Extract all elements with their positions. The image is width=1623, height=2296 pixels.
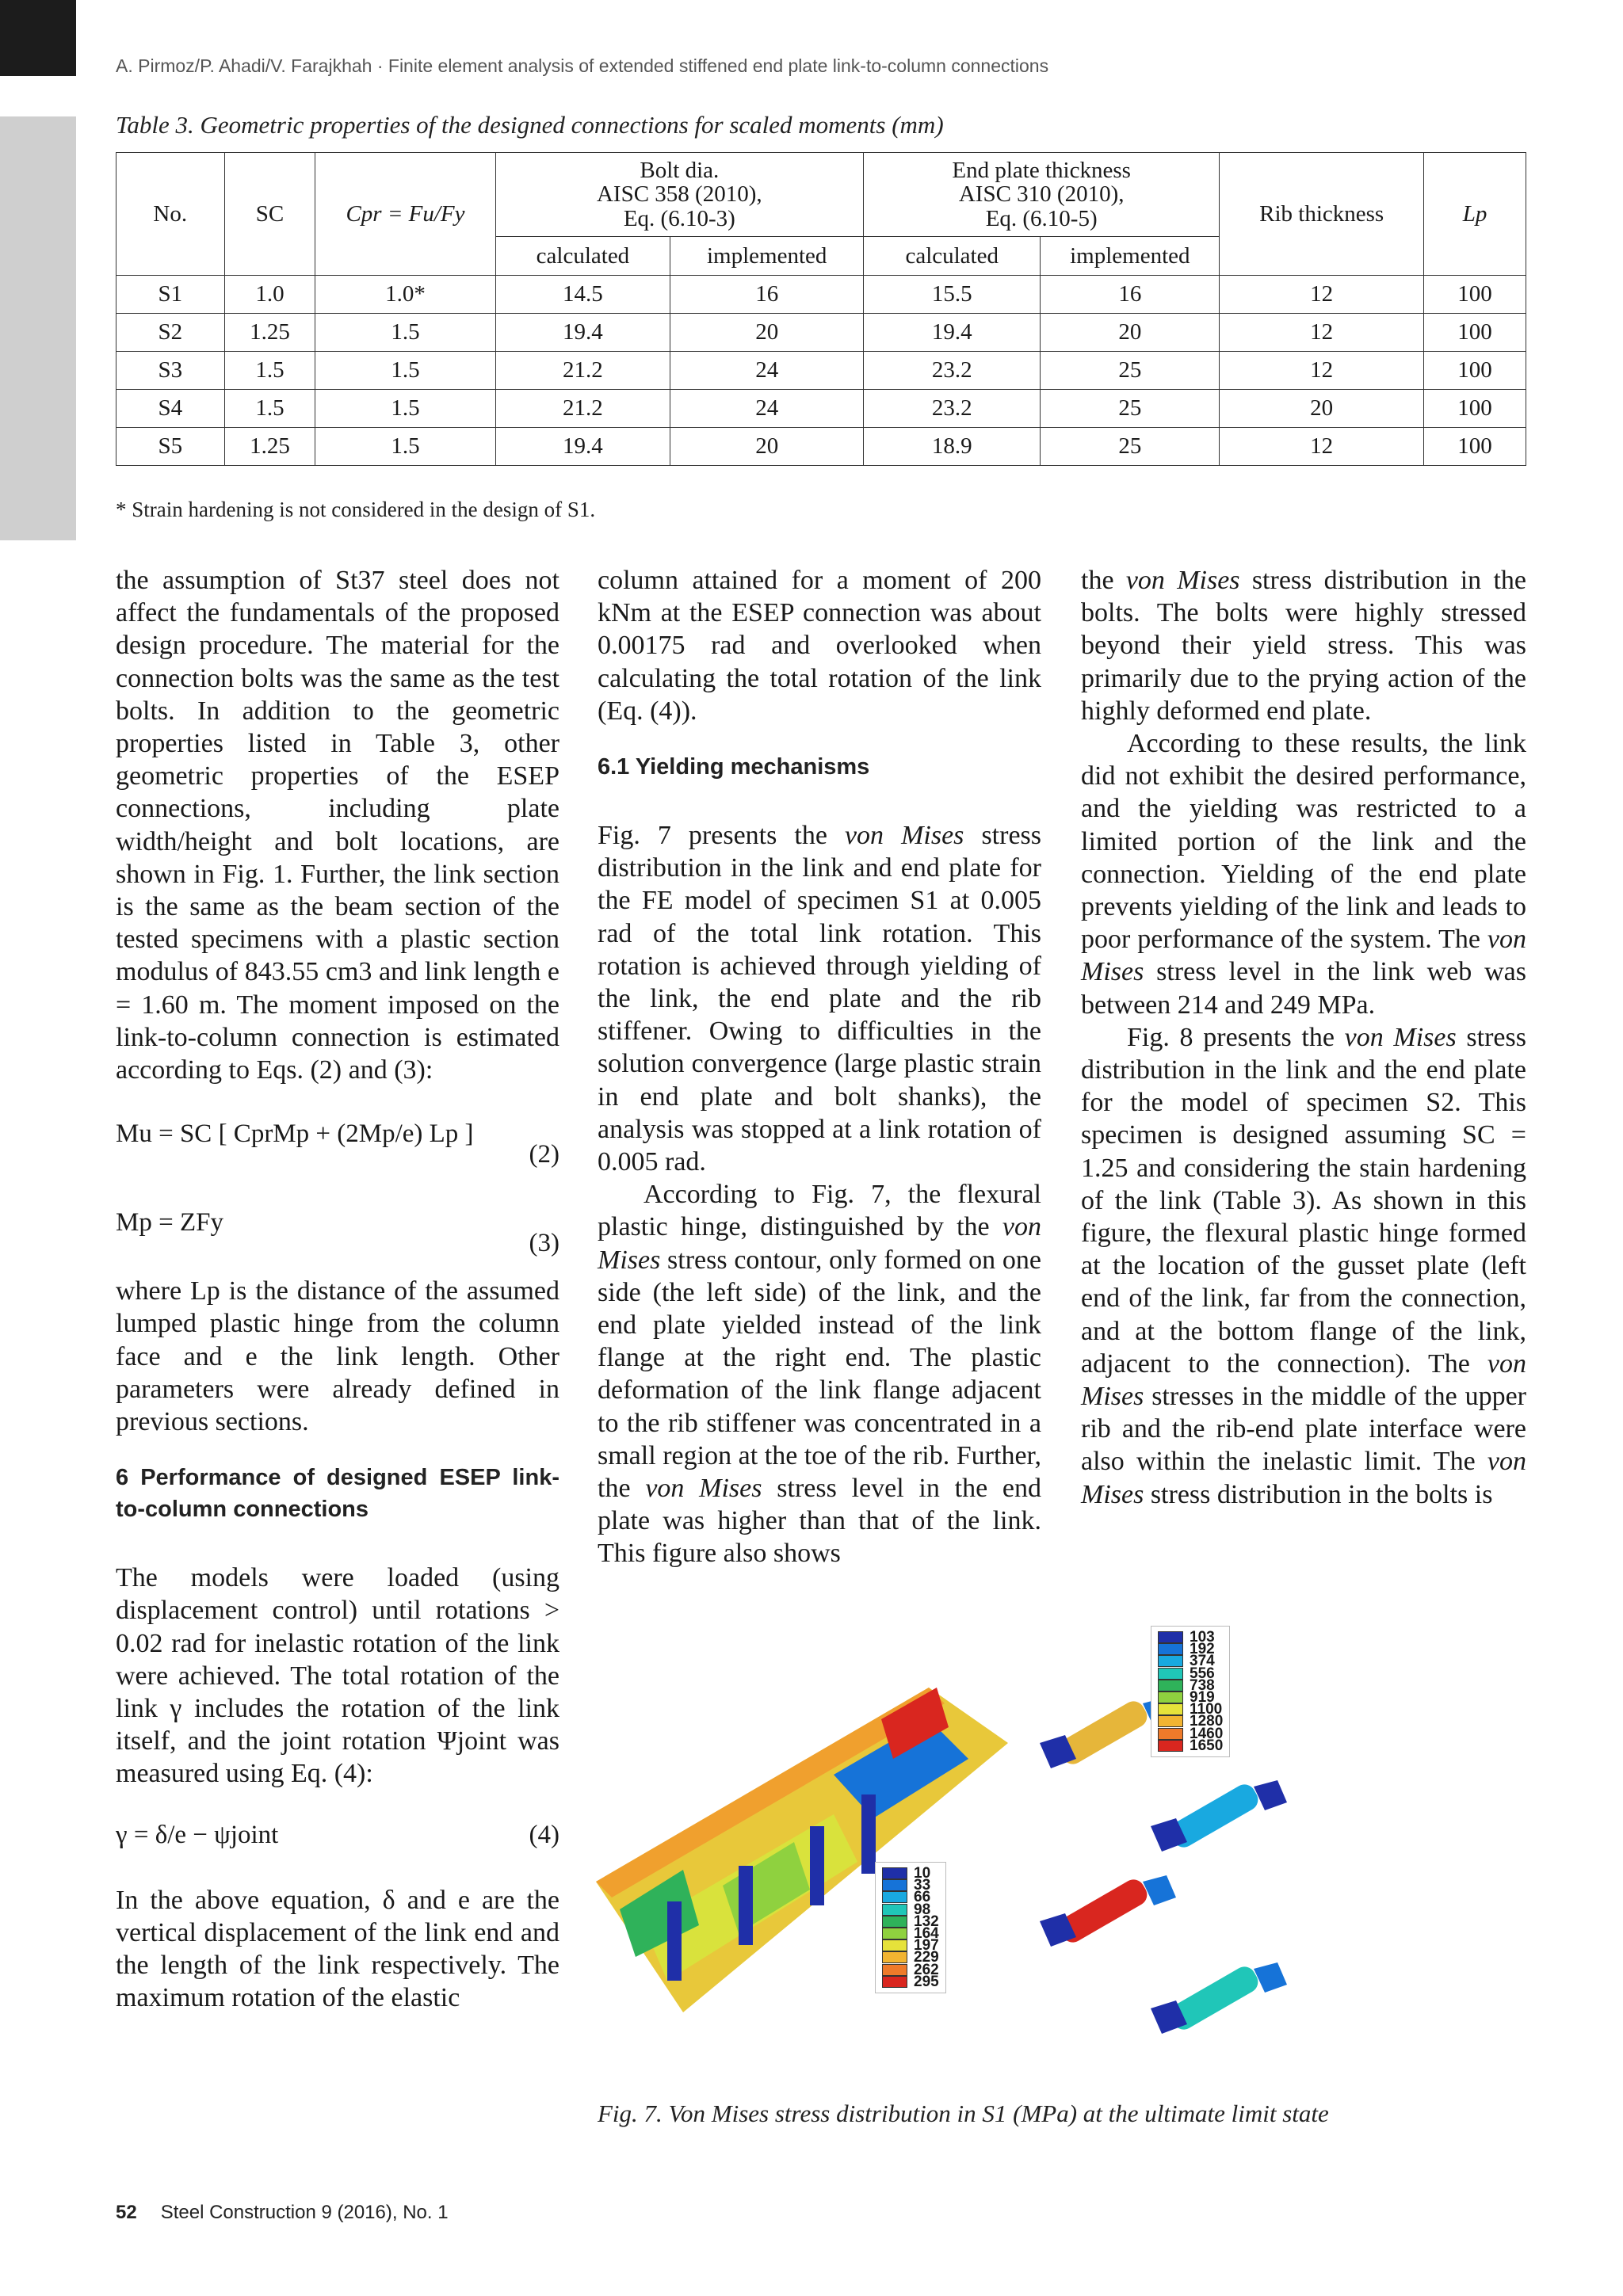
header-cpr (315, 153, 495, 276)
web-stiffener (667, 1901, 682, 1981)
legend-bolts (1151, 1626, 1230, 1757)
text-run-italic: von Mises (1081, 1348, 1526, 1412)
sub-plate-implemented: implemented (1041, 237, 1220, 276)
cell-cpr: 1.5 (315, 390, 495, 428)
cell-sc: 1.25 (224, 314, 315, 352)
header-lp-text: Lp (1462, 200, 1487, 227)
header-sc: SC (224, 153, 315, 276)
legend-swatch (1158, 1740, 1183, 1752)
cell-cpr: 1.0* (315, 276, 495, 314)
header-bolt-dia (495, 153, 864, 237)
legend-swatch (882, 1928, 907, 1939)
cell-bolt-impl: 24 (670, 390, 864, 428)
cell-rib: 12 (1220, 352, 1424, 390)
legend-value: 1280 (1190, 1713, 1224, 1730)
table-row (116, 352, 1526, 390)
cell-bolt-calc: 19.4 (495, 428, 670, 466)
legend-value: 1100 (1190, 1701, 1223, 1718)
text-run: stresses in the middle of the upper rib and the rib-end plate interface were also within the inelastic limit. The (1081, 1382, 1526, 1477)
cell-cpr: 1.5 (315, 314, 495, 352)
paragraph: column attained for a moment of 200 kNm at the ESEP connection was about 0.00175 rad and overlooked when calculating the total rotation of the link (Eq. (4)). (598, 566, 1041, 726)
text-run: stress distribution in the link and the end plate for the model of specimen S2. This specimen is designed assuming SC = 1.25 and considering the stain hardening of the link (Table 3). As shown in this figure, the flexural plastic hinge formed at the location of the gusset plate (left end of the link, far from the connection, and at the bottom flange of the link, adjacent to the connection). The (1081, 1022, 1526, 1379)
cell-rib: 12 (1220, 314, 1424, 352)
legend-swatch (1158, 1680, 1183, 1691)
text-run-italic: von Mises (1081, 1447, 1526, 1509)
paragraph (598, 819, 1041, 1178)
text-column-2 (598, 564, 1041, 1570)
cell-plate-calc: 23.2 (864, 352, 1041, 390)
plate-header-line1: End plate thickness (952, 157, 1131, 183)
equation-4 (116, 1791, 559, 1884)
cell-sc: 1.5 (224, 390, 315, 428)
table-row (116, 314, 1526, 352)
plate-header-line2: AISC 310 (2010), (958, 181, 1125, 208)
cell-cpr: 1.5 (315, 352, 495, 390)
paragraph (1081, 1021, 1526, 1511)
corner-block (0, 0, 76, 76)
legend-value: 295 (914, 1973, 939, 1990)
text-run: Fig. 8 presents the (1127, 1022, 1345, 1052)
cell-plate-impl: 25 (1041, 428, 1220, 466)
text-run-italic: von Mises (598, 1212, 1041, 1275)
cell-no: S2 (116, 314, 225, 352)
cell-sc: 1.25 (224, 428, 315, 466)
legend-swatch (882, 1916, 907, 1928)
legend-value: 738 (1190, 1676, 1215, 1694)
legend-value: 33 (914, 1877, 931, 1894)
cell-rib: 12 (1220, 276, 1424, 314)
legend-swatch (882, 1976, 907, 1988)
equation-4-label: (4) (529, 1820, 559, 1849)
text-run: stress distribution in the bolts is (1144, 1479, 1493, 1509)
header-end-plate (864, 153, 1220, 237)
page-number: 52 (116, 2202, 137, 2223)
cell-bolt-calc: 19.4 (495, 314, 670, 352)
legend-swatch (1158, 1631, 1183, 1643)
equation-2 (116, 1110, 559, 1199)
cell-rib: 12 (1220, 428, 1424, 466)
text-column-3 (1081, 564, 1526, 1511)
legend-value: 197 (914, 1937, 939, 1955)
legend-value: 66 (914, 1889, 931, 1906)
text-run: stress level in the link web was between 214 and 249 MPa. (1081, 957, 1526, 1020)
legend-value: 556 (1190, 1665, 1215, 1682)
cell-no: S5 (116, 428, 225, 466)
fe-stress-render (596, 1624, 1526, 2100)
text-run: According to these results, the link did not exhibit the desired performance, and the yielding was restricted to a limited portion of the link and the connection. Yielding of the end plate prevents yielding of the link and leads to poor performance of the system. The (1081, 729, 1526, 955)
figure-7-caption: Fig. 7. Von Mises stress distribution in S1 (MPa) at the ultimate limit state (598, 2100, 1329, 2127)
equation-3 (116, 1199, 559, 1275)
cell-bolt-impl: 16 (670, 276, 864, 314)
cell-no: S3 (116, 352, 225, 390)
sub-bolt-implemented: implemented (670, 237, 864, 276)
legend-value: 192 (1190, 1641, 1215, 1658)
cell-plate-impl: 25 (1041, 352, 1220, 390)
legend-value: 1460 (1190, 1725, 1224, 1742)
cell-no: S4 (116, 390, 225, 428)
plate-header-line3: Eq. (6.10-5) (985, 205, 1098, 231)
side-margin-bar (0, 116, 76, 540)
geometry-table (116, 152, 1526, 466)
cell-plate-calc: 23.2 (864, 390, 1041, 428)
legend-swatch (882, 1939, 907, 1951)
header-lp (1424, 153, 1526, 276)
cell-plate-calc: 18.9 (864, 428, 1041, 466)
header-cpr-text: Cpr = Fu/Fy (346, 200, 465, 227)
table-row (116, 428, 1526, 466)
text-run-italic: von Mises (1081, 925, 1526, 987)
cell-cpr: 1.5 (315, 428, 495, 466)
bolt-header-line3: Eq. (6.10-3) (623, 205, 735, 231)
cell-lp: 100 (1424, 276, 1526, 314)
legend-value: 10 (914, 1865, 931, 1882)
text-run-italic: von Mises (645, 1474, 762, 1504)
cell-bolt-calc: 21.2 (495, 390, 670, 428)
page-footer (116, 2202, 449, 2224)
sub-bolt-calculated: calculated (495, 237, 670, 276)
paragraph: where Lp is the distance of the assumed lumped plastic hinge from the column face and e the link length. Other parameters were already defined in previous sections. (116, 1276, 559, 1437)
text-run: stress contour, only formed on one side (the left side) of the link, and the end plate yielded instead of the link flange at the right end. The plastic deformation of the link flange adjacent to the rib stiffener was concentrated in a small region at the toe of the rib. Further, the (598, 1245, 1041, 1504)
cell-sc: 1.5 (224, 352, 315, 390)
legend-value: 1650 (1190, 1737, 1224, 1754)
legend-value: 919 (1190, 1688, 1215, 1706)
equation-4-body: γ = δ/e − ψjoint (116, 1820, 279, 1849)
legend-swatch (882, 1867, 907, 1879)
cell-plate-calc: 19.4 (864, 314, 1041, 352)
legend-swatch (882, 1891, 907, 1903)
cell-bolt-calc: 14.5 (495, 276, 670, 314)
legend-value: 103 (1190, 1629, 1215, 1646)
equation-2-body: Mu = SC [ CprMp + (2Mp/e) Lp ] (116, 1119, 474, 1149)
table-row (116, 276, 1526, 314)
section-heading-6: 6 Performance of designed ESEP link-to-column connections (116, 1465, 559, 1523)
text-run: stress distribution in the link and end plate for the FE model of specimen S1 at 0.005 rad of the total link rotation. This rotation is achieved through yielding of the link, the end plate and the rib stiffener. Owing to difficulties in the solution convergence (large plastic strain in end plate and bolt shanks), the analysis was stopped at a link rotation of 0.005 rad. (598, 821, 1041, 1177)
equation-2-label: (2) (529, 1140, 559, 1169)
legend-swatch (1158, 1643, 1183, 1655)
journal-info: Steel Construction 9 (2016), No. 1 (160, 2202, 449, 2223)
text-run-italic: von Mises (844, 821, 964, 851)
legend-swatch (882, 1904, 907, 1916)
legend-swatch (1158, 1691, 1183, 1703)
equation-3-label: (3) (529, 1229, 559, 1258)
cell-lp: 100 (1424, 314, 1526, 352)
paragraph: In the above equation, δ and e are the vertical displacement of the link end and the length of the link respectively. The maximum rotation of the elastic (116, 1885, 559, 2013)
legend-link (875, 1862, 946, 1993)
cell-bolt-impl: 20 (670, 428, 864, 466)
web-stiffener (739, 1866, 753, 1945)
text-run: Fig. 7 presents the (598, 821, 845, 851)
legend-value: 98 (914, 1901, 931, 1918)
cell-no: S1 (116, 276, 225, 314)
legend-swatch (1158, 1728, 1183, 1740)
bolt-header-line2: AISC 358 (2010), (596, 181, 762, 208)
paragraph: the assumption of St37 steel does not affect the fundamentals of the proposed design procedure. The material for the connection bolts was the same as the test bolts. In addition to the geometric properties listed in Table 3, other geometric properties of the ESEP connections, including plate width/height and bolt locations, are shown in Fig. 1. Further, the link section is the same as the beam section of the tested specimens with a plastic section modulus of 843.55 cm3 and link length e = 1.60 m. The moment imposed on the link-to-column connection is estimated according to Eqs. (2) and (3): (116, 566, 559, 1085)
bolt-2 (1151, 1780, 1287, 1852)
legend-entry (1158, 1737, 1224, 1754)
sub-plate-calculated: calculated (864, 237, 1041, 276)
cell-sc: 1.0 (224, 276, 315, 314)
legend-swatch (1158, 1703, 1183, 1715)
equation-3-body: Mp = ZFy (116, 1208, 223, 1238)
bolt-4 (1151, 1962, 1287, 2034)
legend-swatch (882, 1879, 907, 1891)
text-column-1 (116, 564, 559, 2015)
cell-plate-impl: 25 (1041, 390, 1220, 428)
text-run: According to Fig. 7, the flexural plastic hinge, distinguished by the (598, 1180, 1041, 1242)
cell-rib: 20 (1220, 390, 1424, 428)
legend-swatch (1158, 1668, 1183, 1680)
legend-swatch (882, 1951, 907, 1963)
web-stiffener (810, 1826, 824, 1905)
header-rib: Rib thickness (1220, 153, 1424, 276)
text-run: stress level in the end plate was higher than that of the link. This figure also shows (598, 1474, 1042, 1569)
bolt-3 (1040, 1875, 1176, 1947)
paragraph (1081, 727, 1526, 1021)
cell-plate-calc: 15.5 (864, 276, 1041, 314)
text-run-italic: von Mises (1125, 566, 1240, 595)
web-stiffener (861, 1794, 876, 1874)
figure-7 (596, 1624, 1526, 2100)
table-caption: Table 3. Geometric properties of the designed connections for scaled moments (mm) (116, 111, 944, 139)
cell-lp: 100 (1424, 428, 1526, 466)
cell-lp: 100 (1424, 352, 1526, 390)
cell-lp: 100 (1424, 390, 1526, 428)
cell-bolt-impl: 20 (670, 314, 864, 352)
text-run-italic: von Mises (1344, 1022, 1457, 1052)
legend-swatch (1158, 1715, 1183, 1727)
table-header-row (116, 153, 1526, 237)
legend-value: 374 (1190, 1653, 1215, 1670)
cell-plate-impl: 16 (1041, 276, 1220, 314)
table-footnote: * Strain hardening is not considered in the design of S1. (116, 498, 596, 521)
table-row (116, 390, 1526, 428)
cell-bolt-calc: 21.2 (495, 352, 670, 390)
text-run: the (1081, 566, 1126, 595)
section-heading-6-1: 6.1 Yielding mechanisms (598, 754, 870, 780)
legend-swatch (1158, 1655, 1183, 1667)
legend-value: 229 (914, 1949, 939, 1966)
text-run: stress distribution in the bolts. The bolts were highly stressed beyond their yield stress. This was primarily due to the prying action of the highly deformed end plate. (1081, 566, 1526, 726)
running-head: A. Pirmoz/P. Ahadi/V. Farajkhah · Finite element analysis of extended stiffened end plate link-to-column connections (116, 55, 1049, 76)
bolt-header-line1: Bolt dia. (640, 157, 720, 183)
paragraph (598, 1178, 1041, 1569)
legend-value: 164 (914, 1924, 939, 1942)
paragraph: The models were loaded (using displacement control) until rotations > 0.02 rad for inelastic rotation of the link were achieved. The total rotation of the link γ includes the rotation of the link itself, and the joint rotation Ψjoint was measured using Eq. (4): (116, 1563, 559, 1789)
paragraph (1081, 564, 1526, 727)
header-no: No. (116, 153, 225, 276)
legend-swatch (882, 1964, 907, 1976)
cell-plate-impl: 20 (1041, 314, 1220, 352)
legend-value: 132 (914, 1913, 939, 1930)
cell-bolt-impl: 24 (670, 352, 864, 390)
legend-value: 262 (914, 1961, 939, 1978)
legend-entry (882, 1973, 939, 1990)
